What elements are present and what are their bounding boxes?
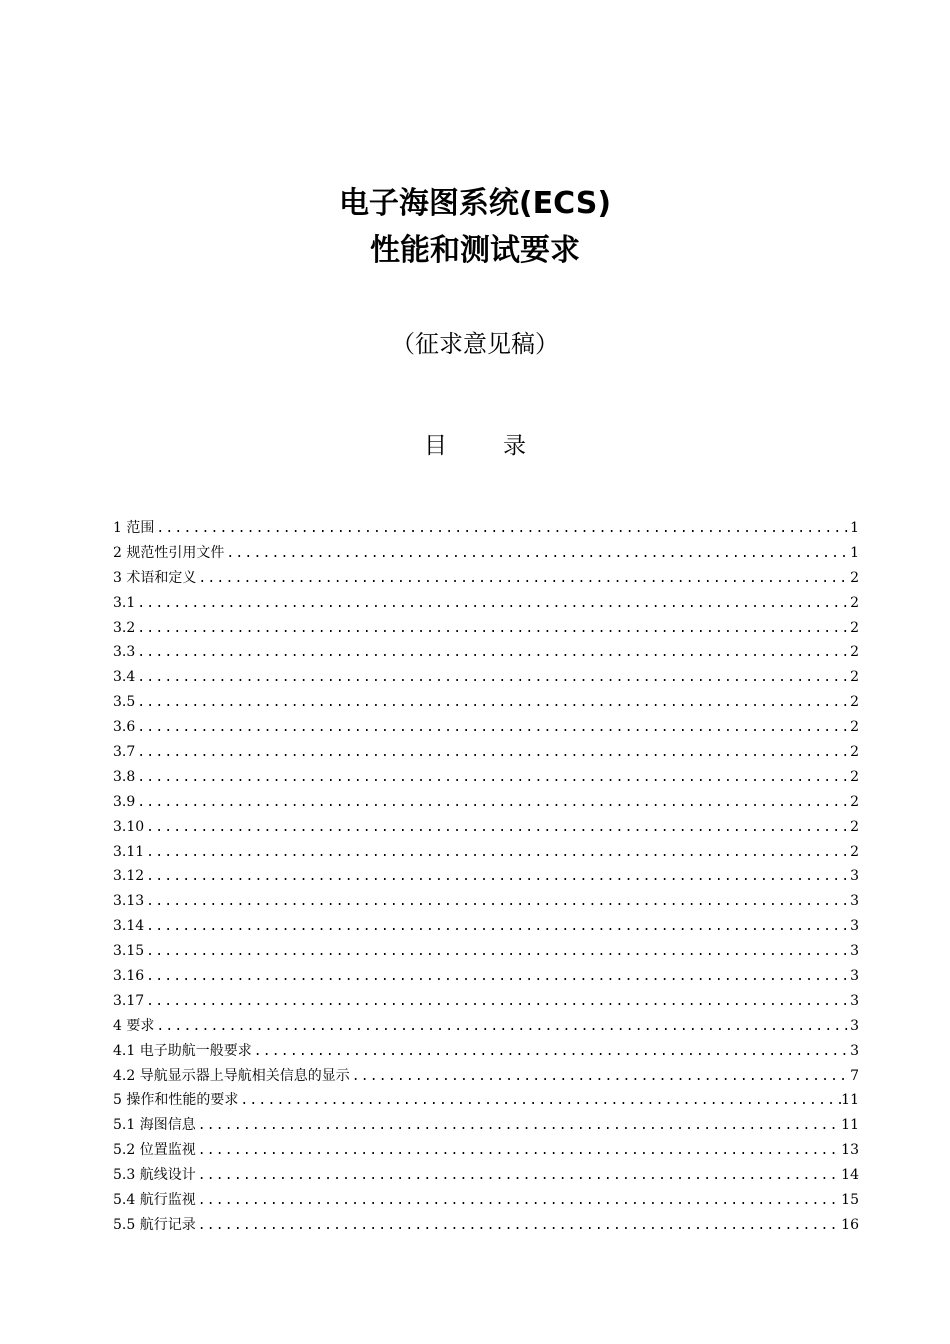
toc-entry[interactable] <box>113 765 859 790</box>
toc-dot-leader <box>135 666 850 690</box>
document-subtitle: （征求意见稿） <box>391 330 559 358</box>
toc-entry[interactable] <box>113 566 859 591</box>
toc-dot-leader <box>196 567 850 591</box>
toc-dot-leader <box>154 517 850 541</box>
toc-dot-leader <box>135 716 850 740</box>
toc-entry-label: 5.2 位置监视 <box>113 1142 196 1159</box>
toc-entry-label: 5.5 航行记录 <box>113 1216 196 1233</box>
toc-dot-leader <box>144 940 850 964</box>
toc-dot-leader <box>144 841 850 865</box>
toc-entry[interactable] <box>113 1213 859 1238</box>
toc-entry-label: 3.6 <box>113 719 136 736</box>
toc-entry-page-number: 2 <box>850 694 859 711</box>
toc-entry-label: 3.12 <box>113 868 145 885</box>
toc-entry[interactable] <box>113 989 859 1014</box>
toc-entry-label: 3.11 <box>113 843 145 860</box>
toc-entry-label: 3.17 <box>113 992 145 1009</box>
toc-entry-label: 3.14 <box>113 918 145 935</box>
toc-entry-label: 5.1 海图信息 <box>113 1117 196 1134</box>
toc-entry-label: 4.2 导航显示器上导航相关信息的显示 <box>113 1067 350 1084</box>
toc-entry[interactable] <box>113 914 859 939</box>
toc-entry[interactable] <box>113 790 859 815</box>
toc-dot-leader <box>144 890 850 914</box>
toc-entry-page-number: 2 <box>850 744 859 761</box>
toc-entry-page-number: 2 <box>850 818 859 835</box>
toc-entry-page-number: 2 <box>850 768 859 785</box>
toc-entry-page-number: 3 <box>850 868 859 885</box>
toc-dot-leader <box>196 1114 841 1138</box>
toc-dot-leader <box>135 617 850 641</box>
toc-dot-leader <box>196 1139 841 1163</box>
document-title-line1: 电子海图系统(ECS) <box>338 186 612 221</box>
toc-entry[interactable] <box>113 889 859 914</box>
toc-dot-leader <box>144 965 850 989</box>
toc-entry[interactable] <box>113 939 859 964</box>
toc-entry[interactable] <box>113 1039 859 1064</box>
toc-entry-page-number: 2 <box>850 569 859 586</box>
toc-entry-label: 3 术语和定义 <box>113 569 197 586</box>
toc-dot-leader <box>135 791 850 815</box>
toc-entry-page-number: 14 <box>841 1167 859 1184</box>
toc-entry-label: 3.10 <box>113 818 145 835</box>
toc-entry-page-number: 3 <box>850 1017 859 1034</box>
toc-entry-label: 5 操作和性能的要求 <box>113 1092 239 1109</box>
toc-entry-label: 4 要求 <box>113 1017 155 1034</box>
toc-dot-leader <box>144 990 850 1014</box>
toc-entry-page-number: 3 <box>850 918 859 935</box>
toc-heading-left: 目 <box>424 433 447 459</box>
toc-entry-page-number: 1 <box>850 520 859 536</box>
toc-entry[interactable] <box>113 1188 859 1213</box>
toc-entry[interactable] <box>113 665 859 690</box>
toc-heading-right: 录 <box>503 433 526 459</box>
toc-entry-page-number: 2 <box>850 594 859 611</box>
toc-entry-page-number: 3 <box>850 1042 859 1059</box>
toc-entry[interactable] <box>113 964 859 989</box>
toc-dot-leader <box>224 542 850 566</box>
toc-dot-leader <box>196 1214 841 1238</box>
toc-dot-leader <box>135 766 850 790</box>
toc-dot-leader <box>135 741 850 765</box>
toc-entry-page-number: 2 <box>850 669 859 686</box>
toc-entry-label: 3.2 <box>113 619 136 636</box>
toc-entry-page-number: 2 <box>850 644 859 661</box>
toc-dot-leader <box>144 865 850 889</box>
toc-entry-label: 3.3 <box>113 644 136 661</box>
toc-dot-leader <box>135 592 850 616</box>
toc-entry[interactable] <box>113 815 859 840</box>
toc-entry[interactable] <box>113 516 859 541</box>
table-of-contents <box>113 516 859 1238</box>
toc-entry-label: 3.1 <box>113 594 136 611</box>
toc-entry-page-number: 3 <box>850 992 859 1009</box>
toc-entry[interactable] <box>113 840 859 865</box>
toc-entry-label: 3.4 <box>113 669 136 686</box>
toc-dot-leader <box>154 1015 850 1039</box>
toc-entry[interactable] <box>113 864 859 889</box>
toc-entry[interactable] <box>113 1014 859 1039</box>
toc-entry-page-number: 7 <box>850 1067 859 1084</box>
toc-entry-label: 3.8 <box>113 768 136 785</box>
toc-dot-leader <box>196 1189 841 1213</box>
toc-entry-label: 3.13 <box>113 893 145 910</box>
toc-dot-leader <box>252 1040 850 1064</box>
toc-entry[interactable] <box>113 1163 859 1188</box>
toc-entry-label: 4.1 电子助航一般要求 <box>113 1042 252 1059</box>
toc-heading <box>0 430 950 462</box>
toc-entry-label: 5.4 航行监视 <box>113 1192 196 1209</box>
toc-entry-page-number: 2 <box>850 719 859 736</box>
toc-entry-label: 1 范围 <box>113 520 155 536</box>
toc-dot-leader <box>238 1089 841 1113</box>
toc-entry[interactable] <box>113 1064 859 1089</box>
toc-entry-page-number: 1 <box>850 544 859 561</box>
toc-dot-leader <box>144 816 850 840</box>
toc-entry[interactable] <box>113 1088 859 1113</box>
toc-entry-page-number: 13 <box>841 1142 859 1159</box>
toc-entry-label: 3.5 <box>113 694 136 711</box>
toc-entry-page-number: 3 <box>850 968 859 985</box>
toc-entry-page-number: 15 <box>841 1192 859 1209</box>
toc-dot-leader <box>350 1065 850 1089</box>
toc-entry-page-number: 2 <box>850 619 859 636</box>
toc-dot-leader <box>135 641 850 665</box>
toc-entry[interactable] <box>113 616 859 641</box>
toc-entry[interactable] <box>113 740 859 765</box>
toc-entry-page-number: 11 <box>841 1092 859 1109</box>
toc-entry-label: 3.16 <box>113 968 145 985</box>
toc-entry[interactable] <box>113 715 859 740</box>
toc-entry-label: 3.15 <box>113 943 145 960</box>
toc-entry-page-number: 3 <box>850 943 859 960</box>
toc-entry-page-number: 3 <box>850 893 859 910</box>
toc-entry-label: 2 规范性引用文件 <box>113 544 225 561</box>
toc-entry[interactable] <box>113 690 859 715</box>
toc-entry-page-number: 16 <box>841 1216 859 1233</box>
toc-dot-leader <box>196 1164 841 1188</box>
toc-entry-label: 3.7 <box>113 744 136 761</box>
toc-entry[interactable] <box>113 541 859 566</box>
toc-entry-label: 3.9 <box>113 793 136 810</box>
toc-dot-leader <box>144 915 850 939</box>
toc-entry[interactable] <box>113 1138 859 1163</box>
toc-entry[interactable] <box>113 591 859 616</box>
document-title-line2: 性能和测试要求 <box>370 233 580 268</box>
toc-entry-page-number: 11 <box>841 1117 859 1134</box>
toc-entry[interactable] <box>113 640 859 665</box>
toc-entry[interactable] <box>113 1113 859 1138</box>
toc-entry-page-number: 2 <box>850 793 859 810</box>
toc-dot-leader <box>135 691 850 715</box>
toc-entry-label: 5.3 航线设计 <box>113 1167 196 1184</box>
toc-entry-page-number: 2 <box>850 843 859 860</box>
